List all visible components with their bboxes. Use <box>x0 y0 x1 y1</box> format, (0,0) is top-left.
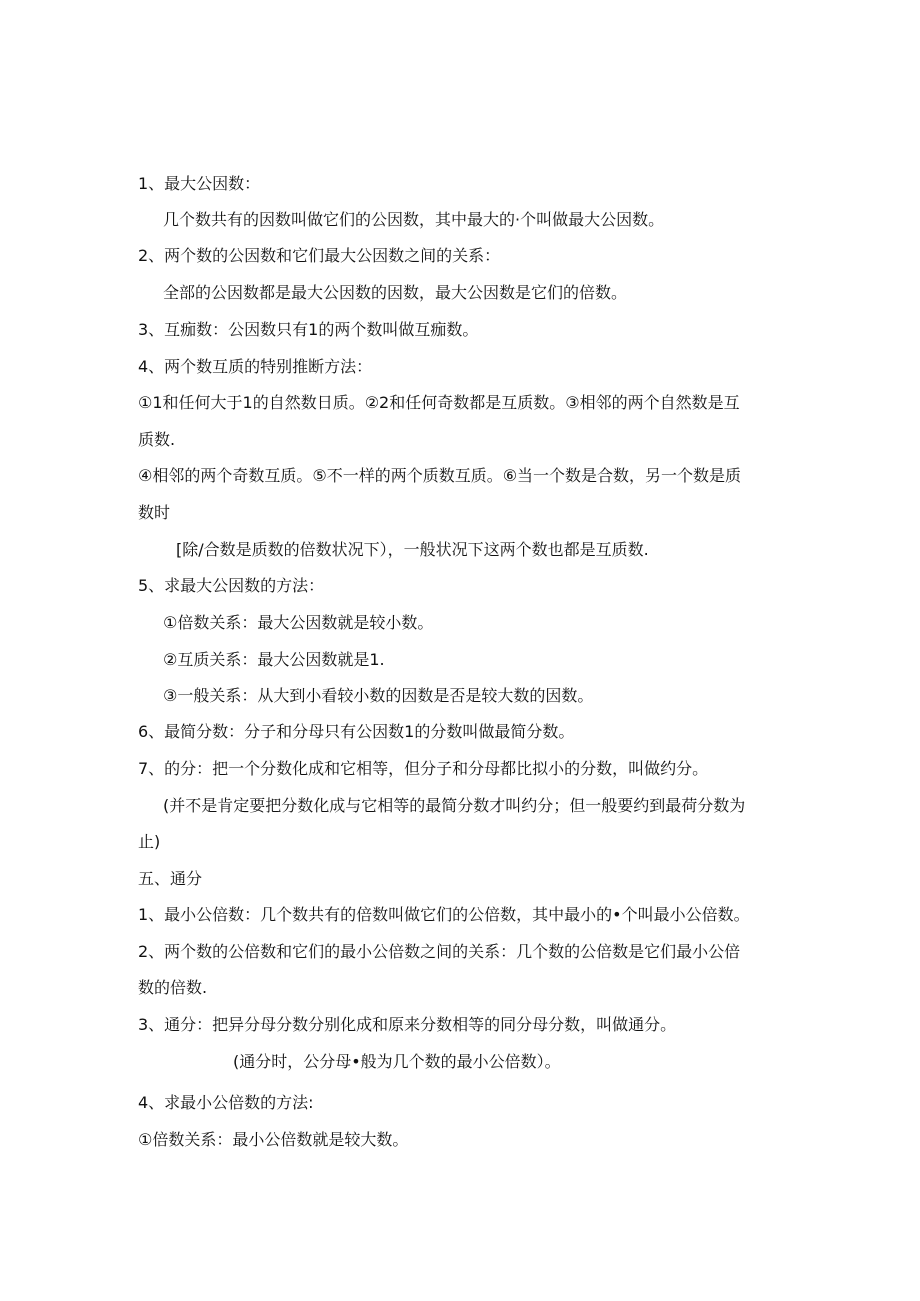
text-coprime-exception: [除/合数是质数的倍数状况下），一般状况下这两个数也都是互质数. <box>176 540 649 559</box>
item-common-denominator: 3、通分：把异分母分数分别化成和原来分数相等的同分母分数，叫做通分。 <box>138 1015 677 1034</box>
text-coprime-methods-1: ①1和任何大于1的自然数日质。②2和任何奇数都是互质数。③相邻的两个自然数是互 <box>138 393 740 412</box>
gcd-method-general: ③一般关系：从大到小看较小数的因数是否是较大数的因数。 <box>163 686 594 705</box>
item-common-multiple-relation-cont: 数的倍数. <box>138 978 208 997</box>
text-coprime-methods-2: ④相邻的两个奇数互质。⑤不一样的两个质数互质。⑥当一个数是合数，另一个数是质 <box>138 466 742 485</box>
text-coprime-methods-2-cont: 数时 <box>138 503 171 522</box>
item-common-multiple-relation: 2、两个数的公倍数和它们的最小公倍数之间的关系：几个数的公倍数是它们最小公倍 <box>138 942 741 961</box>
text-coprime-methods-1-cont: 质数. <box>138 430 176 449</box>
heading-gcd-methods: 5、求最大公因数的方法： <box>138 576 325 595</box>
item-coprime: 3、互痂数：公因数只有1的两个数叫做互痂数。 <box>138 320 479 339</box>
section-title-common-denominator: 五、通分 <box>138 869 203 888</box>
note-reduction: (并不是肯定要把分数化成与它相等的最简分数才叫约分；但一般要约到最荷分数为 <box>163 796 746 815</box>
item-lcm: 1、最小公倍数：几个数共有的倍数叫做它们的公倍数，其中最小的•个叫最小公倍数。 <box>138 905 750 924</box>
item-simplest-fraction: 6、最简分数：分子和分母只有公因数1的分数叫做最简分数。 <box>138 722 575 741</box>
text-common-factor-relation: 全部的公因数都是最大公因数的因数，最大公因数是它们的倍数。 <box>163 283 628 302</box>
lcm-method-multiple: ①倍数关系：最小公倍数就是较大数。 <box>138 1130 409 1149</box>
heading-common-factor-relation: 2、两个数的公因数和它们最大公因数之间的关系： <box>138 246 501 265</box>
gcd-method-coprime: ②互质关系：最大公因数就是1. <box>163 650 385 669</box>
heading-coprime-methods: 4、两个数互质的特别推断方法： <box>138 357 373 376</box>
gcd-method-multiple: ①倍数关系：最大公因数就是较小数。 <box>163 613 434 632</box>
note-common-denominator: (通分时，公分母•般为几个数的最小公倍数）。 <box>233 1052 561 1071</box>
heading-lcm-methods: 4、求最小公倍数的方法: <box>138 1093 314 1112</box>
definition-gcd: 几个数共有的因数叫做它们的公因数，其中最大的·个叫做最大公因数。 <box>163 210 665 229</box>
item-reduction: 7、的分：把一个分数化成和它相等，但分子和分母都比拟小的分数，叫做约分。 <box>138 759 709 778</box>
note-reduction-cont: 止) <box>138 832 161 851</box>
heading-gcd: 1、最大公因数： <box>138 174 261 193</box>
